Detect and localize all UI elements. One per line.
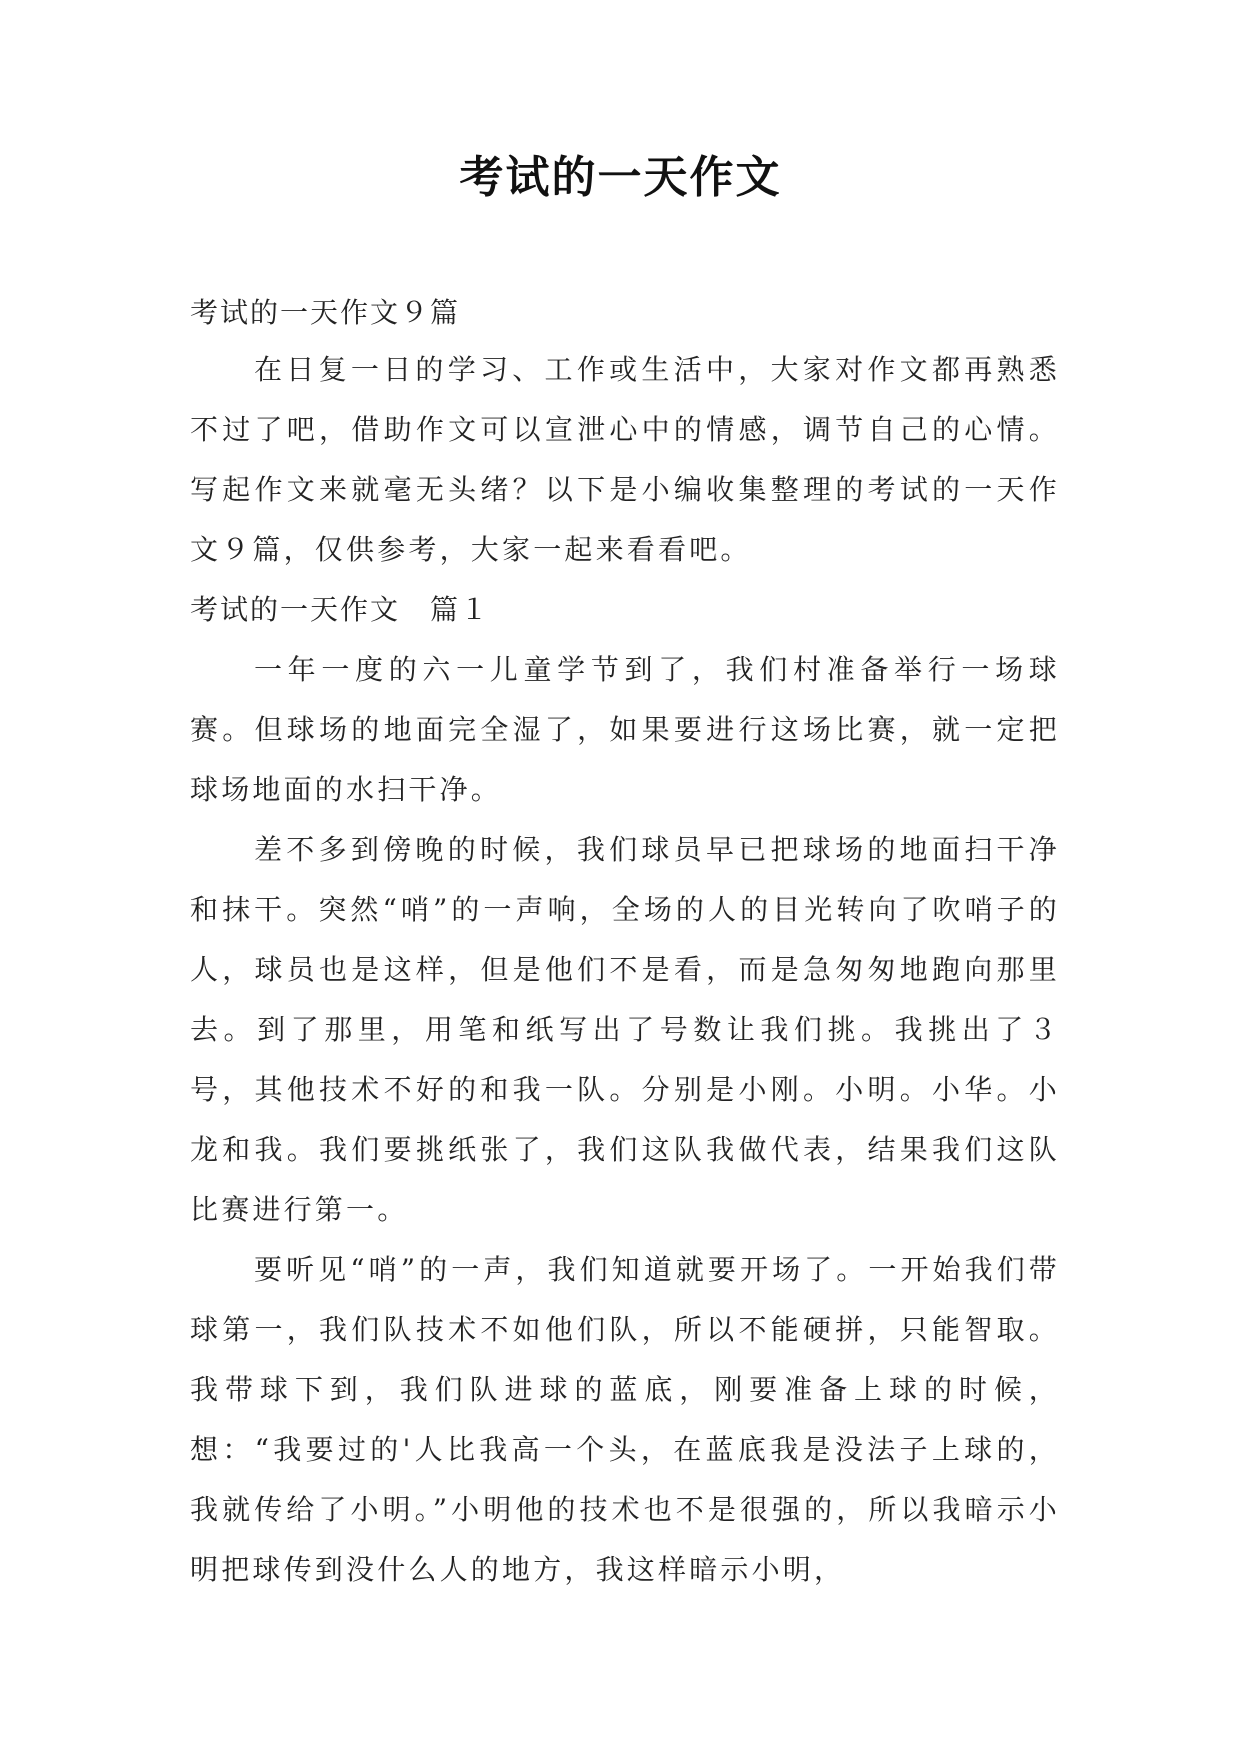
paragraph: 要听见“哨”的一声，我们知道就要开场了。一开始我们带球第一，我们队技术不如他们队，所以不能硬拼，只能智取。我带球下到，我们队进球的蓝底，刚要准备上球的时候，想：“我要过的'人比我高一个头，在蓝底我是没法子上球的，我就传给了小明。”小明他的技术也不是很强的，所以我暗示小明把球传到没什么人的地方，我这样暗示小明， (190, 1253, 1060, 1586)
paragraph: 一年一度的六一儿童学节到了，我们村准备举行一场球赛。但球场的地面完全湿了，如果要进行这场比赛，就一定把球场地面的水扫干净。 (190, 653, 1060, 806)
collection-heading: 考试的一天作文９篇 (190, 296, 461, 329)
intro-paragraph: 在日复一日的学习、工作或生活中，大家对作文都再熟悉不过了吧，借助作文可以宣泄心中的情感，调节自己的心情。写起作文来就毫无头绪？以下是小编收集整理的考试的一天作文９篇，仅供参考，大家一起来看看吧。 (190, 353, 1060, 566)
paragraph: 差不多到傍晚的时候，我们球员早已把球场的地面扫干净和抹干。突然“哨”的一声响，全场的人的目光转向了吹哨子的人，球员也是这样，但是他们不是看，而是急匆匆地跑向那里去。到了那里，用笔和纸写出了号数让我们挑。我挑出了３号，其他技术不好的和我一队。分别是小刚。小明。小华。小龙和我。我们要挑纸张了，我们这队我做代表，结果我们这队比赛进行第一。 (190, 833, 1060, 1226)
document-title: 考试的一天作文 (459, 152, 782, 203)
document-body (190, 286, 1060, 1600)
section-heading: 考试的一天作文 篇１ (190, 593, 491, 626)
